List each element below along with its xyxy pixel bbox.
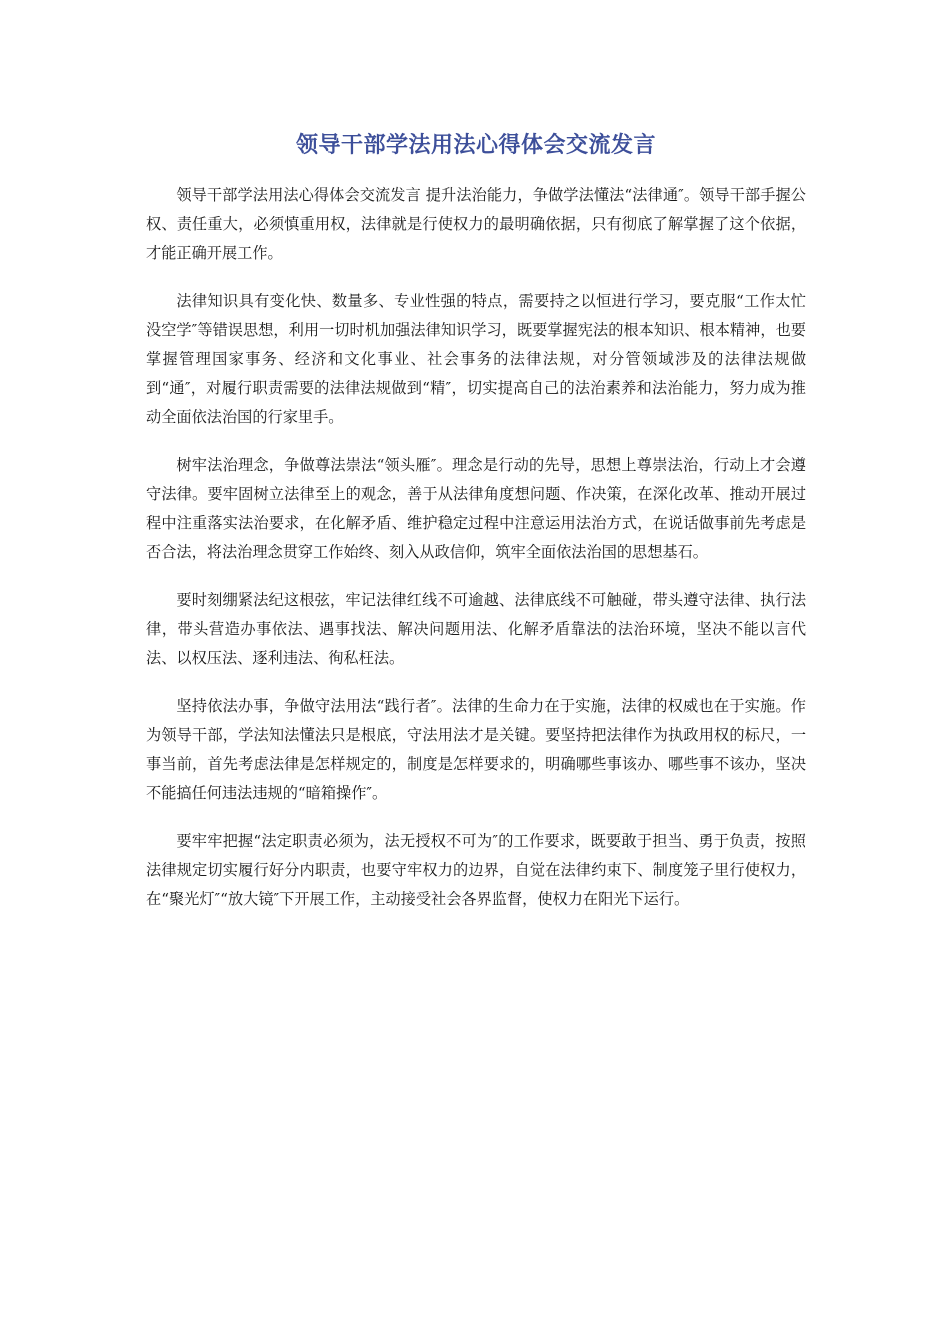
document-title: 领导干部学法用法心得体会交流发言 [295, 133, 656, 158]
paragraph-3: 树牢法治理念，争做尊法崇法“领头雁″。理念是行动的先导，思想上尊崇法治，行动上才会遵守法律。要牢固树立法律至上的观念，善于从法律角度想问题、作决策，在深化改革、推动开展过程中注重落实法治要求，在化解矛盾、维护稳定过程中注意运用法治方式，在说话做事前先考虑是否合法，将法治理念贯穿工作始终、刻入从政信仰，筑牢全面依法治国的思想基石。 [146, 456, 806, 561]
paragraph-4: 要时刻绷紧法纪这根弦，牢记法律红线不可逾越、法律底线不可触碰，带头遵守法律、执行法律，带头营造办事依法、遇事找法、解决问题用法、化解矛盾靠法的法治环境，坚决不能以言代法、以权压法、逐利违法、徇私枉法。 [146, 591, 806, 667]
paragraph-5: 坚持依法办事，争做守法用法“践行者″。法律的生命力在于实施，法律的权威也在于实施。作为领导干部，学法知法懂法只是根底，守法用法才是关键。要坚持把法律作为执政用权的标尺，一事当前，首先考虑法律是怎样规定的，制度是怎样要求的，明确哪些事该办、哪些事不该办，坚决不能搞任何违法违规的“暗箱操作″。 [146, 697, 806, 802]
paragraph-1: 领导干部学法用法心得体会交流发言 提升法治能力，争做学法懂法“法律通″。领导干部手握公权、责任重大，必须慎重用权，法律就是行使权力的最明确依据，只有彻底了解掌握了这个依据，才能正确开展工作。 [146, 186, 806, 262]
document-page [146, 128, 806, 933]
paragraph-2: 法律知识具有变化快、数量多、专业性强的特点，需要持之以恒进行学习，要克服“工作太忙没空学″等错误思想，利用一切时机加强法律知识学习，既要掌握宪法的根本知识、根本精神，也要掌握管理国家事务、经济和文化事业、社会事务的法律法规，对分管领域涉及的法律法规做到“通″，对履行职责需要的法律法规做到“精″，切实提高自己的法治素养和法治能力，努力成为推动全面依法治国的行家里手。 [146, 292, 806, 426]
paragraph-6: 要牢牢把握“法定职责必须为，法无授权不可为″的工作要求，既要敢于担当、勇于负责，按照法律规定切实履行好分内职责，也要守牢权力的边界，自觉在法律约束下、制度笼子里行使权力，在“聚光灯″“放大镜″下开展工作，主动接受社会各界监督，使权力在阳光下运行。 [146, 832, 806, 908]
